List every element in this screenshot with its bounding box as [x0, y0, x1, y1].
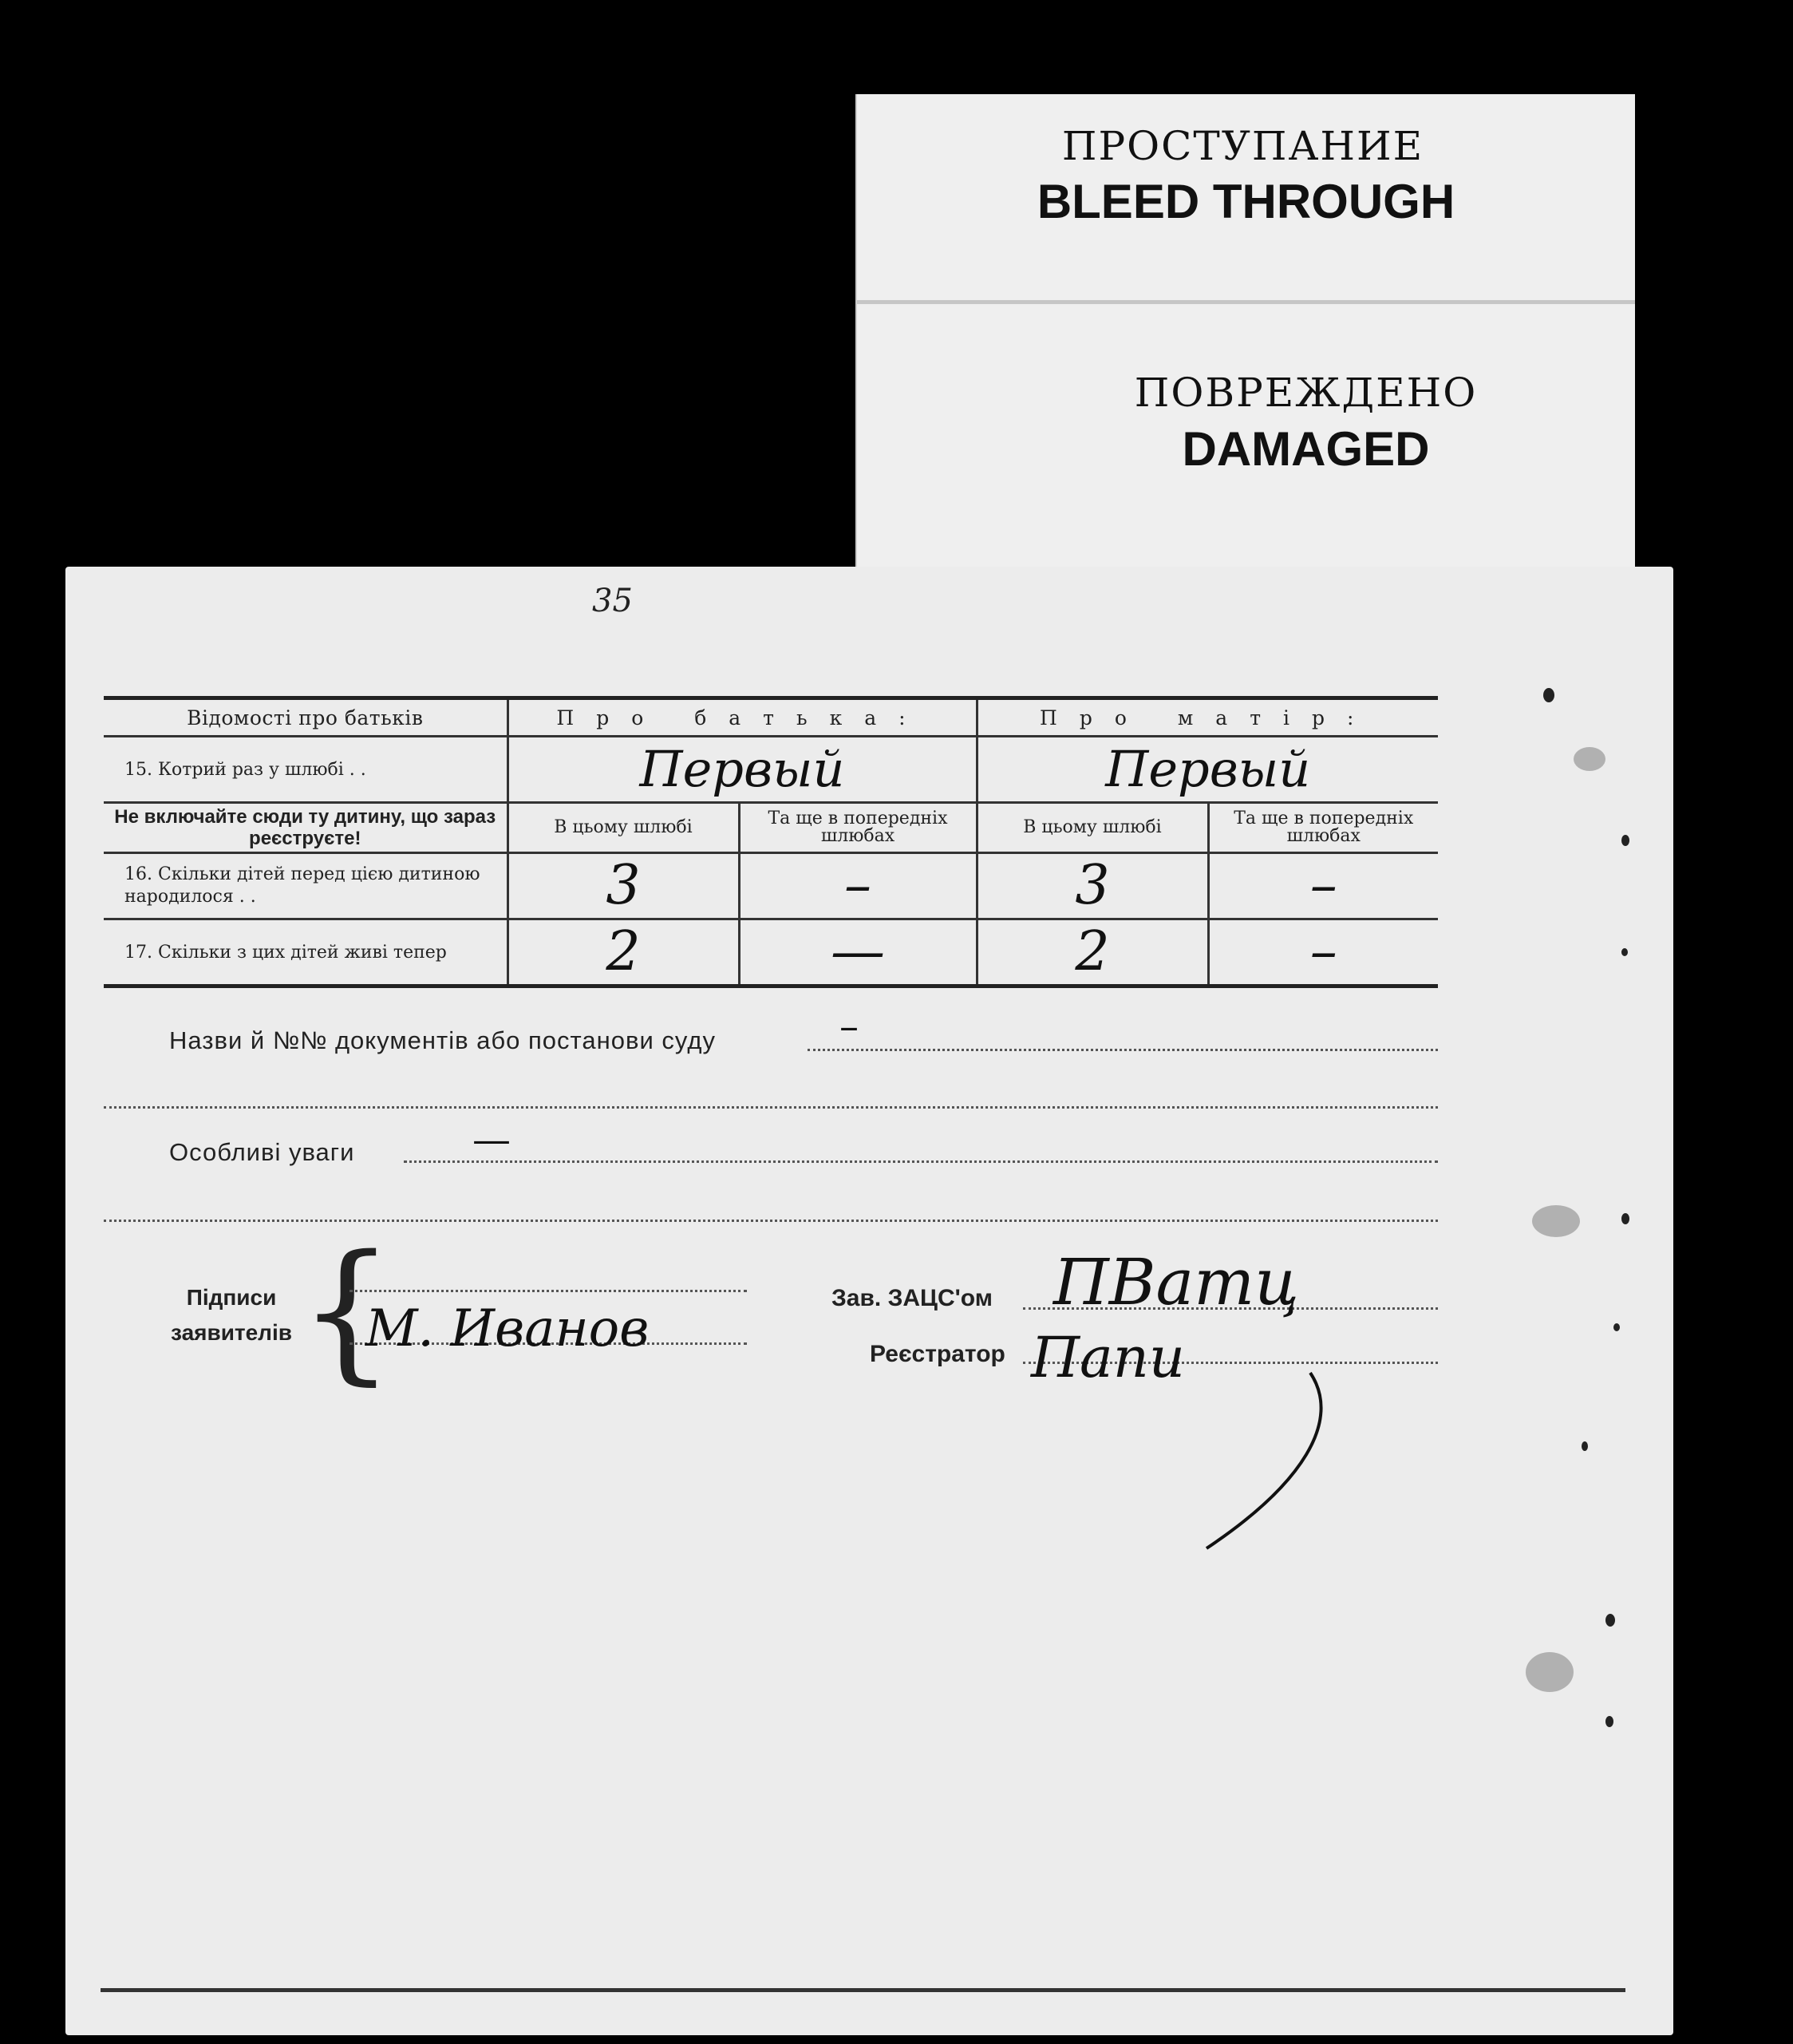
row15-father-value: Первый	[507, 737, 977, 803]
paper-stain	[1574, 747, 1605, 771]
documents-value: –	[839, 1004, 859, 1049]
target-notice-card	[855, 94, 1635, 575]
punch-hole	[1621, 1213, 1629, 1224]
documents-line	[808, 1049, 1438, 1051]
row17-father-prev: —	[739, 919, 977, 986]
father-previous-marriages-header: Та ще в попередніх шлюбах	[739, 803, 977, 853]
notice-fold-line	[857, 300, 1635, 304]
punch-hole	[1605, 1716, 1613, 1727]
row15-mother-value: Первый	[977, 737, 1438, 803]
mother-this-marriage-header: В цьому шлюбі	[977, 803, 1208, 853]
registrar-label: Реєстратор	[870, 1341, 1005, 1367]
table-subheader-row	[104, 803, 1438, 853]
row16-label: 16. Скільки дітей перед цією дитиною народилося . .	[104, 853, 507, 919]
parents-info-table	[104, 696, 1438, 988]
registry-form-sheet	[65, 567, 1673, 2035]
row16-father-this: 3	[507, 853, 739, 919]
father-this-marriage-header: В цьому шлюбі	[507, 803, 739, 853]
row16-mother-prev: –	[1208, 853, 1438, 919]
applicant-signature: М. Иванов	[365, 1299, 650, 1358]
table-row	[104, 737, 1438, 803]
mother-previous-marriages-header: Та ще в попередніх шлюбах	[1208, 803, 1438, 853]
row17-mother-prev: –	[1208, 919, 1438, 986]
bleed-through-label-en: BLEED THROUGH	[1037, 175, 1455, 228]
remarks-line-2	[104, 1220, 1438, 1222]
documents-label: Назви й №№ документів або постанови суду	[169, 1026, 716, 1054]
punch-hole	[1613, 1323, 1620, 1331]
documents-line-2	[104, 1106, 1438, 1109]
head-signature: ПВатц	[1053, 1245, 1299, 1319]
paper-stain	[1526, 1652, 1574, 1692]
bleed-through-label-ru: ПРОСТУПАНИЕ	[1061, 123, 1424, 169]
brace-glyph: {	[298, 1223, 395, 1399]
punch-hole	[1621, 948, 1628, 956]
head-of-registry-label: Зав. ЗАЦС'ом	[831, 1285, 993, 1311]
remarks-label: Особливі уваги	[169, 1138, 355, 1166]
row16-mother-this: 3	[977, 853, 1208, 919]
header-mother: Про матір:	[977, 698, 1438, 737]
header-parents-info: Відомості про батьків	[104, 698, 507, 737]
remarks-line	[404, 1160, 1438, 1163]
damaged-label-ru: ПОВРЕЖДЕНО	[1134, 370, 1478, 416]
applicant-signature-line	[350, 1290, 747, 1292]
registrar-signature: Папи	[1031, 1325, 1185, 1390]
applicants-signatures-label: Підписи заявителів	[171, 1285, 292, 1345]
punch-hole	[1605, 1614, 1615, 1627]
row15-label: 15. Котрий раз у шлюбі . .	[104, 737, 507, 803]
registrar-signature-flourish	[1143, 1357, 1350, 1564]
table-row	[104, 919, 1438, 986]
row16-father-prev: –	[739, 853, 977, 919]
table-header-row	[104, 698, 1438, 737]
header-father: Про батька:	[507, 698, 977, 737]
folio-number: 35	[592, 583, 633, 619]
exclude-child-note: Не включайте сюди ту дитину, що зараз реєструєте!	[104, 803, 507, 853]
remarks-value: —	[472, 1117, 511, 1162]
table-row	[104, 853, 1438, 919]
bottom-rule	[101, 1988, 1625, 1992]
punch-hole	[1543, 688, 1554, 702]
row17-label: 17. Скільки з цих дітей живі тепер	[104, 919, 507, 986]
row17-father-this: 2	[507, 919, 739, 986]
damaged-label-en: DAMAGED	[1182, 422, 1430, 476]
punch-hole	[1621, 835, 1629, 846]
punch-hole	[1582, 1441, 1588, 1451]
paper-stain	[1532, 1205, 1580, 1237]
row17-mother-this: 2	[977, 919, 1208, 986]
